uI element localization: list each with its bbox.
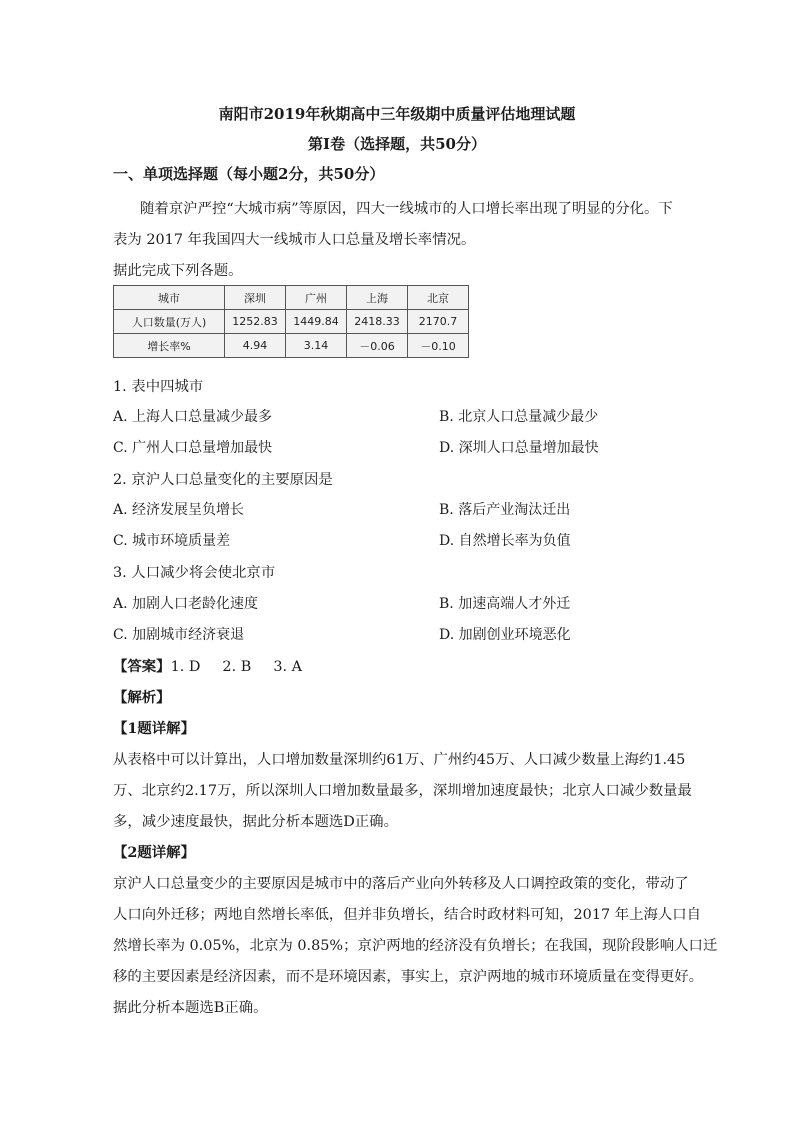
question-1-option-c: C. 广州人口总量增加最快 [113, 440, 273, 456]
question-2-option-a: A. 经济发展呈负增长 [113, 502, 245, 518]
detail-1-line: 万、北京约2.17万，所以深圳人口增加数量最多，深圳增加速度最快；北京人口减少数量最 [113, 783, 692, 799]
answer-line [113, 655, 302, 676]
detail-1-line: 多，减少速度最快，据此分析本题选D正确。 [113, 814, 398, 830]
answer-3: 3. A [273, 659, 303, 675]
population-table [113, 285, 469, 358]
table-cell: 1252.83 [225, 310, 286, 334]
question-2-stem: 2. 京沪人口总量变化的主要原因是 [113, 472, 333, 488]
intro-line-1: 随着京沪严控“大城市病”等原因，四大一线城市的人口增长率出现了明显的分化。下 [140, 201, 673, 217]
table-header-cell: 深圳 [225, 286, 286, 310]
detail-2-label: 【2题详解】 [113, 844, 195, 861]
table-cell: 2418.33 [347, 310, 408, 334]
table-cell: 3.14 [286, 334, 347, 358]
detail-2-line: 据此分析本题选B正确。 [113, 1000, 268, 1016]
table-cell: 4.94 [225, 334, 286, 358]
part-title: 第Ⅰ卷（选择题，共50分） [308, 135, 486, 153]
detail-2-line: 然增长率为 0.05%，北京为 0.85%；京沪两地的经济没有负增长；在我国，现阶段影响人口迁 [113, 938, 718, 954]
table-cell: －0.10 [408, 334, 469, 358]
detail-1-label: 【1题详解】 [113, 720, 195, 737]
question-3-option-a: A. 加剧人口老龄化速度 [113, 596, 259, 612]
table-cell: －0.06 [347, 334, 408, 358]
question-1-option-a: A. 上海人口总量减少最多 [113, 409, 273, 425]
question-1-stem: 1. 表中四城市 [113, 379, 204, 395]
table-header-cell: 城市 [114, 286, 225, 310]
intro-line-3: 据此完成下列各题。 [113, 263, 243, 279]
question-3-stem: 3. 人口减少将会使北京市 [113, 565, 276, 581]
answer-2: 2. B [222, 659, 252, 675]
detail-1-line: 从表格中可以计算出，人口增加数量深圳约61万、广州约45万、人口减少数量上海约1.45 [113, 752, 686, 768]
question-2-option-d: D. 自然增长率为负值 [439, 533, 571, 549]
question-1-option-d: D. 深圳人口总量增加最快 [439, 440, 599, 456]
intro-line-2: 表为 2017 年我国四大一线城市人口总量及增长率情况。 [113, 232, 476, 248]
section-heading: 一、单项选择题（每小题2分，共50分） [113, 165, 385, 183]
table-cell: 1449.84 [286, 310, 347, 334]
answer-1: 1. D [170, 659, 201, 675]
table-row [114, 310, 469, 334]
table-header-cell: 广州 [286, 286, 347, 310]
question-3-option-c: C. 加剧城市经济衰退 [113, 627, 245, 643]
analysis-label: 【解析】 [113, 689, 171, 706]
question-2-option-b: B. 落后产业淘汰迁出 [439, 502, 571, 518]
table-header-cell: 上海 [347, 286, 408, 310]
table-cell: 增长率% [114, 334, 225, 358]
table-cell: 2170.7 [408, 310, 469, 334]
answer-label: 【答案】 [113, 658, 171, 675]
table-row [114, 334, 469, 358]
question-3-option-d: D. 加剧创业环境恶化 [439, 627, 571, 643]
detail-2-line: 移的主要因素是经济因素，而不是环境因素，事实上，京沪两地的城市环境质量在变得更好。 [113, 969, 704, 985]
table-header-row [114, 286, 469, 310]
question-2-option-c: C. 城市环境质量差 [113, 533, 231, 549]
question-3-option-b: B. 加速高端人才外迁 [439, 596, 571, 612]
table-header-cell: 北京 [408, 286, 469, 310]
table-cell: 人口数量(万人) [114, 310, 225, 334]
detail-2-line: 人口向外迁移；两地自然增长率低，但并非负增长，结合时政材料可知，2017 年上海人口自 [113, 907, 702, 923]
question-1-option-b: B. 北京人口总量减少最少 [439, 409, 599, 425]
detail-2-line: 京沪人口总量变少的主要原因是城市中的落后产业向外转移及人口调控政策的变化，带动了 [113, 876, 689, 892]
exam-title: 南阳市2019年秋期高中三年级期中质量评估地理试题 [218, 105, 576, 123]
